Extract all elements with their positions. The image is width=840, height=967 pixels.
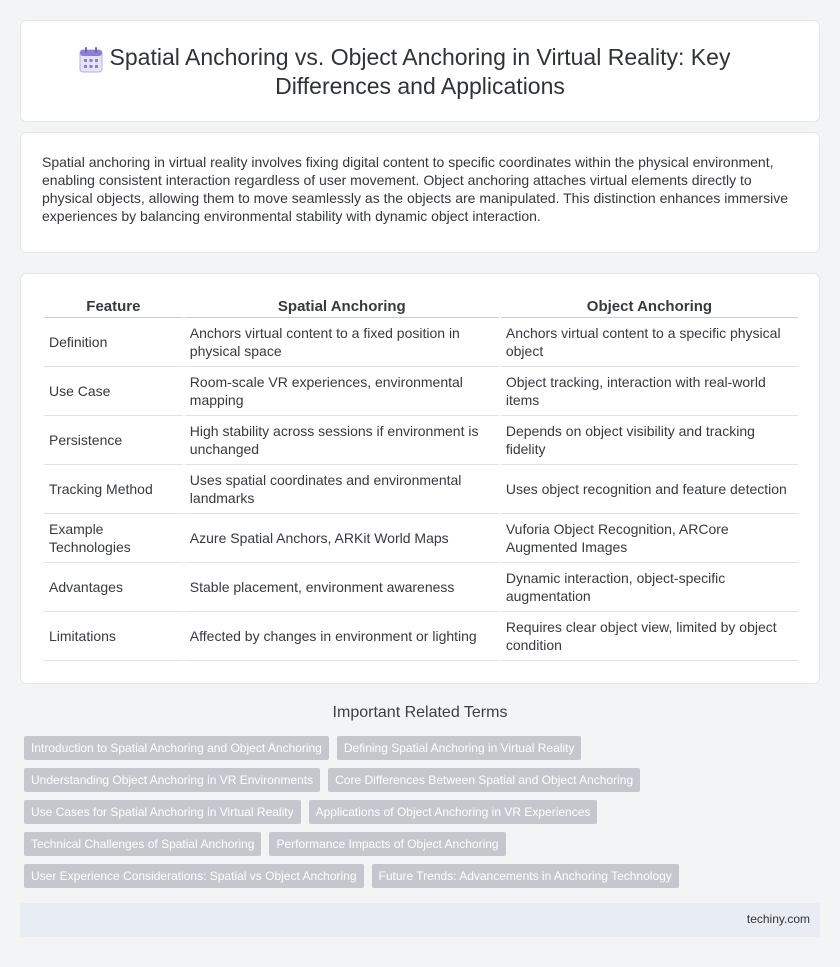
- footer: [20, 903, 820, 937]
- table-row: [44, 612, 798, 661]
- row-feature: Use Case: [44, 367, 183, 416]
- intro-paragraph: Spatial anchoring in virtual reality involves fixing digital content to specific coordinates within the physical environment, enabling consistent interaction regardless of user movement. Object anchoring attaches virtual elements directly to physical objects, allowing them to move seamlessly as the objects are manipulated. This distinction enhances immersive experiences by balancing environmental stability with dynamic object interaction.: [42, 154, 788, 224]
- related-term-tag[interactable]: Introduction to Spatial Anchoring and Object Anchoring: [24, 736, 329, 760]
- row-object: Depends on object visibility and tracking fidelity: [501, 416, 798, 465]
- row-object: Anchors virtual content to a specific physical object: [501, 318, 798, 367]
- row-feature: Advantages: [44, 563, 183, 612]
- table-header-row: [44, 296, 798, 318]
- related-term-tag[interactable]: Core Differences Between Spatial and Object Anchoring: [328, 768, 640, 792]
- row-feature: Definition: [44, 318, 183, 367]
- header-feature: Feature: [44, 296, 183, 318]
- page-title: Spatial Anchoring vs. Object Anchoring in Virtual Reality: Key Differences and Applications: [109, 44, 731, 99]
- row-spatial: Room-scale VR experiences, environmental mapping: [185, 367, 499, 416]
- row-object: Uses object recognition and feature detection: [501, 465, 798, 514]
- related-term-tag[interactable]: Technical Challenges of Spatial Anchoring: [24, 832, 261, 856]
- related-term-tag[interactable]: Performance Impacts of Object Anchoring: [269, 832, 505, 856]
- related-term-tag[interactable]: Future Trends: Advancements in Anchoring Technology: [372, 864, 679, 888]
- table-row: [44, 416, 798, 465]
- row-spatial: Azure Spatial Anchors, ARKit World Maps: [185, 514, 499, 563]
- related-term-tag[interactable]: Applications of Object Anchoring in VR Experiences: [309, 800, 598, 824]
- header-object-anchoring: Object Anchoring: [501, 296, 798, 318]
- row-object: Dynamic interaction, object-specific augmentation: [501, 563, 798, 612]
- row-spatial: Uses spatial coordinates and environmental landmarks: [185, 465, 499, 514]
- table-row: [44, 318, 798, 367]
- table-row: [44, 563, 798, 612]
- row-feature: Tracking Method: [44, 465, 183, 514]
- comparison-card: [20, 273, 820, 684]
- related-term-tag[interactable]: Defining Spatial Anchoring in Virtual Reality: [337, 736, 582, 760]
- table-row: [44, 514, 798, 563]
- row-feature: Example Technologies: [44, 514, 183, 563]
- related-term-tag[interactable]: Use Cases for Spatial Anchoring in Virtual Reality: [24, 800, 301, 824]
- row-object: Object tracking, interaction with real-world items: [501, 367, 798, 416]
- row-spatial: Stable placement, environment awareness: [185, 563, 499, 612]
- comparison-table: [42, 296, 800, 661]
- related-terms-list: [24, 736, 704, 888]
- footer-site-link[interactable]: techiny.com: [746, 912, 810, 926]
- row-spatial: High stability across sessions if environment is unchanged: [185, 416, 499, 465]
- related-term-tag[interactable]: Understanding Object Anchoring in VR Environments: [24, 768, 320, 792]
- related-term-tag[interactable]: User Experience Considerations: Spatial vs Object Anchoring: [24, 864, 364, 888]
- header-spatial-anchoring: Spatial Anchoring: [185, 296, 499, 318]
- row-feature: Limitations: [44, 612, 183, 661]
- intro-card: [20, 132, 820, 253]
- row-object: Vuforia Object Recognition, ARCore Augmented Images: [501, 514, 798, 563]
- row-object: Requires clear object view, limited by object condition: [501, 612, 798, 661]
- table-row: [44, 465, 798, 514]
- title-card: [20, 20, 820, 122]
- row-spatial: Anchors virtual content to a fixed position in physical space: [185, 318, 499, 367]
- related-terms-heading: Important Related Terms: [332, 704, 508, 721]
- row-feature: Persistence: [44, 416, 183, 465]
- row-spatial: Affected by changes in environment or lighting: [185, 612, 499, 661]
- table-row: [44, 367, 798, 416]
